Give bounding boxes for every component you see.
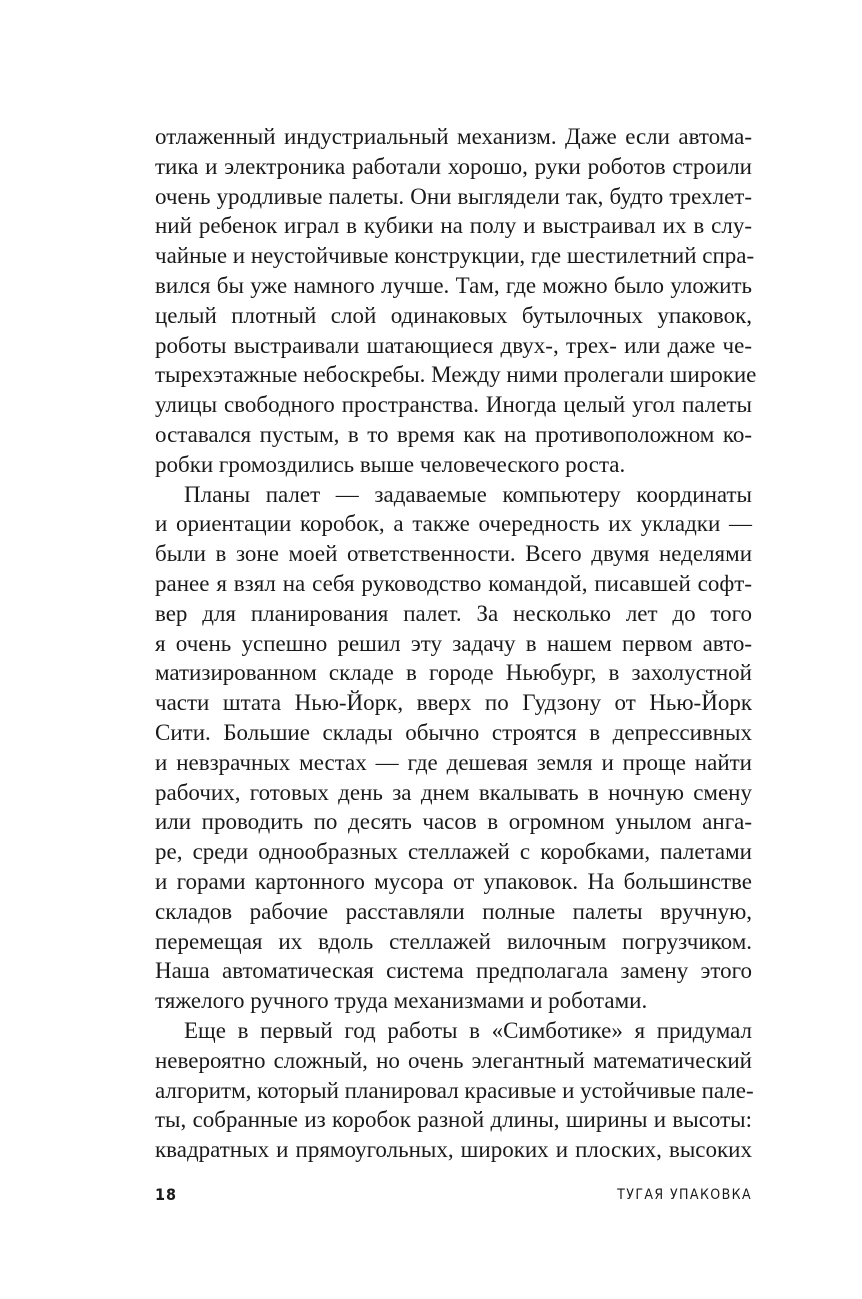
text-line: или проводить по десять часов в огромном унылом анга- (155, 809, 752, 835)
text-line: были в зоне моей ответственности. Всего двумя неделями (155, 541, 752, 567)
text-line: ранее я взял на себя руководство командой, писавшей софт- (155, 570, 752, 596)
text-line: очень уродливые палеты. Они выглядели так, будто трехлет- (155, 183, 752, 209)
text-line: Еще в первый год работы в «Симботике» я придумал (184, 1017, 752, 1043)
text-line: чайные и неустойчивые конструкции, где шестилетний спра- (155, 243, 755, 269)
text-line: алгоритм, который планировал красивые и устойчивые пале- (155, 1077, 754, 1103)
text-line: ний ребенок играл в кубики на полу и выстраивал их в слу- (155, 213, 752, 239)
text-line: тика и электроника работали хорошо, руки роботов строили (155, 153, 752, 179)
text-line: улицы свободного пространства. Иногда целый угол палеты (155, 392, 752, 418)
text-line: отлаженный индустриальный механизм. Даже если автома- (155, 124, 752, 149)
text-line: робки громоздились выше человеческого роста. (155, 451, 626, 477)
text-line: квадратных и прямоугольных, широких и плоских, высоких (155, 1137, 752, 1163)
text-line: матизированном складе в городе Ньюбург, в захолустной (155, 660, 752, 686)
text-line: вер для планирования палет. За несколько лет до того (155, 600, 752, 626)
text-line: Планы палет — задаваемые компьютеру координаты (184, 481, 752, 507)
text-line: и невзрачных местах — где дешевая земля и проще найти (155, 749, 752, 775)
text-line: ре, среди однообразных стеллажей с коробками, палетами (155, 839, 752, 865)
text-line: Наша автоматическая система предполагала замену этого (155, 958, 752, 984)
text-line: невероятно сложный, но очень элегантный математический (155, 1047, 752, 1073)
text-line: целый плотный слой одинаковых бутылочных упаковок, (155, 302, 752, 328)
text-line: складов рабочие расставляли полные палеты вручную, (155, 898, 752, 924)
text-line: перемещая их вдоль стеллажей вилочным погрузчиком. (155, 928, 752, 954)
body-text (155, 122, 757, 1165)
text-line: оставался пустым, в то время как на противоположном ко- (155, 421, 752, 447)
text-line: и ориентации коробок, а также очередность их укладки — (155, 511, 752, 537)
text-line: я очень успешно решил эту задачу в нашем первом авто- (155, 630, 752, 656)
text-line: вился бы уже намного лучше. Там, где можно было уложить (155, 272, 752, 298)
text-line: Сити. Большие склады обычно строятся в депрессивных (155, 719, 752, 745)
text-line: тырехэтажные небоскребы. Между ними пролегали широкие (155, 362, 757, 388)
running-title: ТУГАЯ УПАКОВКА (617, 1187, 752, 1203)
text-line: рабочих, готовых день за днем вкалывать в ночную смену (155, 779, 752, 805)
text-line: ты, собранные из коробок разной длины, ширины и высоты: (155, 1107, 752, 1133)
page-number: 18 (155, 1185, 178, 1204)
text-line: роботы выстраивали шатающиеся двух-, трех- или даже че- (155, 332, 752, 358)
text-line: тяжелого ручного труда механизмами и роботами. (155, 988, 648, 1014)
text-line: и горами картонного мусора от упаковок. На большинстве (155, 868, 752, 894)
text-line: части штата Нью-Йорк, вверх по Гудзону от Нью-Йорк (155, 690, 752, 716)
